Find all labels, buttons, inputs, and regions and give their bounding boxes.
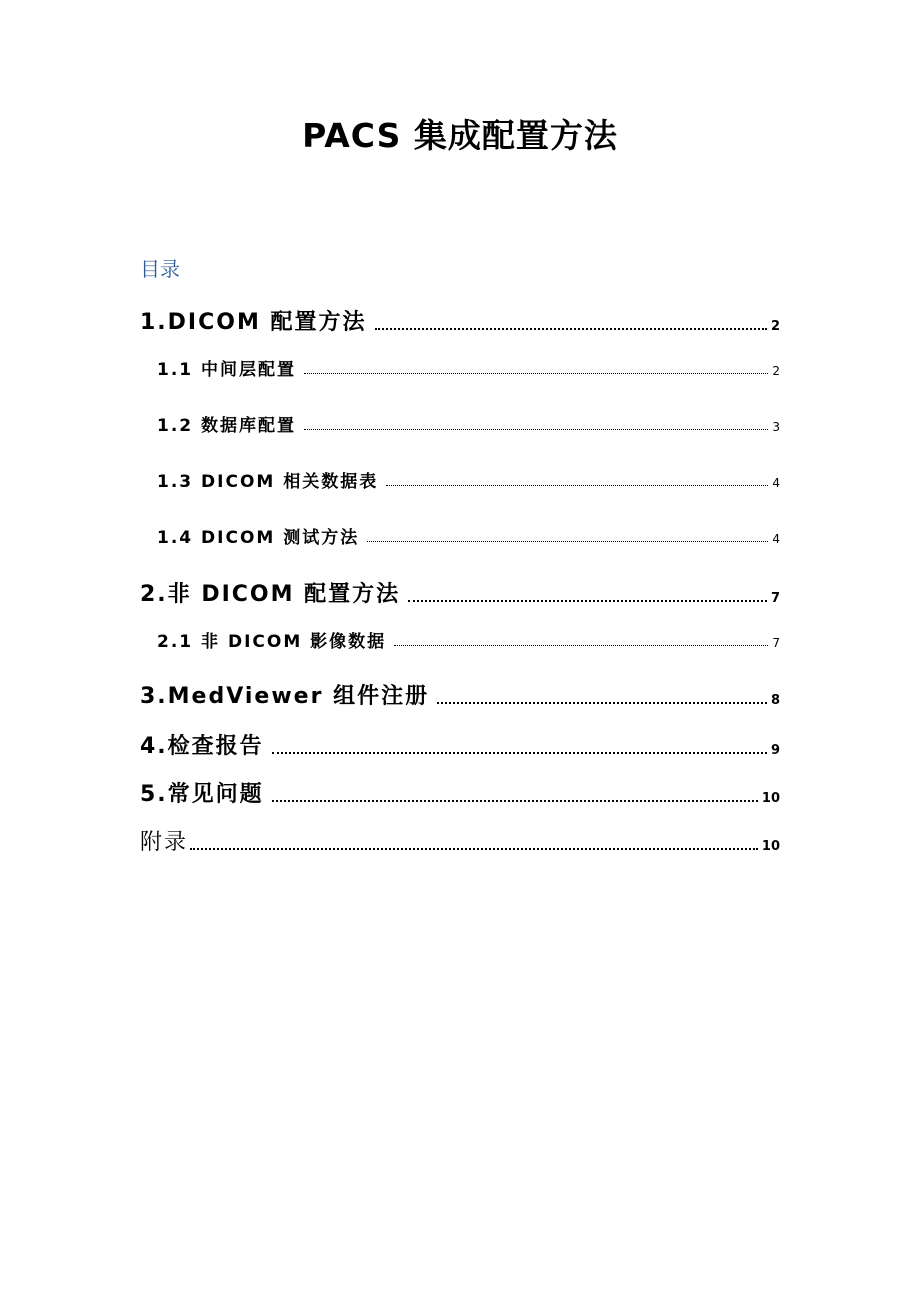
- toc-page-number: 10: [761, 839, 780, 854]
- toc-entry-appendix[interactable]: [140, 822, 780, 856]
- toc-leader-dots: [375, 328, 767, 330]
- toc-page-number: 2: [772, 364, 780, 378]
- toc-leader-dots: [367, 541, 768, 542]
- toc-page-number: 7: [770, 591, 780, 606]
- toc-entry-text: 5.常见问题: [140, 782, 264, 807]
- toc-entry-text: 2.1 非 DICOM 影像数据: [157, 632, 387, 652]
- toc-entry-2-1[interactable]: [157, 624, 780, 652]
- toc-entry-text: 附录: [140, 830, 189, 855]
- toc-leader-dots: [304, 373, 768, 374]
- toc-page-number: 4: [772, 532, 780, 546]
- toc-entry-1-1[interactable]: [157, 352, 780, 380]
- toc-entry-text: 1.DICOM 配置方法: [140, 310, 367, 335]
- document-title: PACS 集成配置方法: [302, 116, 618, 155]
- toc-page-number: 3: [772, 420, 780, 434]
- toc-page-number: 2: [770, 319, 780, 334]
- toc-page-number: 9: [770, 743, 780, 758]
- toc-leader-dots: [304, 429, 768, 430]
- toc-entry-text: 1.4 DICOM 测试方法: [157, 528, 360, 548]
- toc-entry-text: 1.1 中间层配置: [157, 360, 297, 380]
- toc-entry-text: 1.3 DICOM 相关数据表: [157, 472, 379, 492]
- toc-entry-3[interactable]: [140, 676, 780, 710]
- toc-page-number: 4: [772, 476, 780, 490]
- toc-leader-dots: [190, 848, 758, 850]
- toc-entry-text: 4.检查报告: [140, 734, 264, 759]
- toc-leader-dots: [408, 600, 767, 602]
- toc-leader-dots: [437, 702, 767, 704]
- toc-entry-text: 3.MedViewer 组件注册: [140, 684, 430, 709]
- toc-entry-5[interactable]: [140, 774, 780, 808]
- toc-leader-dots: [394, 645, 768, 646]
- toc-entry-text: 2.非 DICOM 配置方法: [140, 582, 401, 607]
- toc-page-number: 10: [761, 791, 780, 806]
- toc-entry-1-3[interactable]: [157, 464, 780, 492]
- toc-entry-1[interactable]: [140, 302, 780, 336]
- toc-entry-1-2[interactable]: [157, 408, 780, 436]
- toc-leader-dots: [272, 752, 767, 754]
- toc-page-number: 8: [770, 693, 780, 708]
- toc-leader-dots: [272, 800, 758, 802]
- toc-heading: 目录: [140, 257, 180, 281]
- toc-entry-text: 1.2 数据库配置: [157, 416, 297, 436]
- toc-page-number: 7: [772, 636, 780, 650]
- toc-entry-1-4[interactable]: [157, 520, 780, 548]
- toc-entry-2[interactable]: [140, 574, 780, 608]
- toc-entry-4[interactable]: [140, 726, 780, 760]
- toc-leader-dots: [386, 485, 768, 486]
